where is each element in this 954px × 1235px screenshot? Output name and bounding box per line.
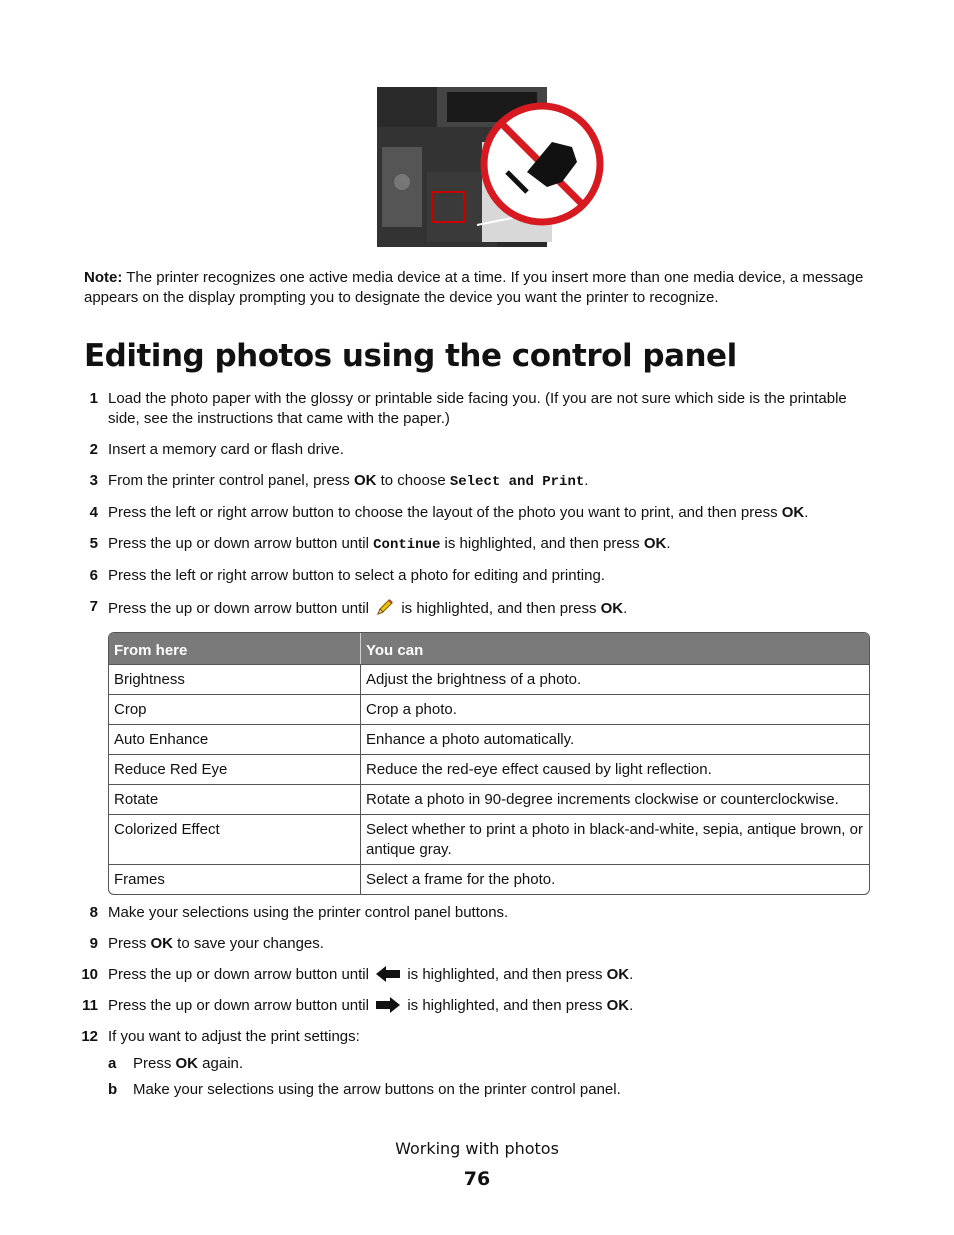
step-number: 12 (81, 1028, 98, 1045)
table-cell: Rotate a photo in 90-degree increments clockwise or counterclockwise. (360, 784, 869, 814)
table-cell: Crop (109, 694, 360, 724)
ok-label: OK (175, 1055, 199, 1072)
ok-label: OK (781, 504, 805, 521)
menu-option-select-and-print: Select and Print (449, 474, 585, 490)
table-cell: Adjust the brightness of a photo. (360, 664, 869, 694)
step-number: 4 (89, 504, 98, 521)
step-text-pre: Press the up or down arrow button until (108, 600, 374, 617)
back-arrow-icon (375, 965, 401, 989)
step-text-post: . (804, 504, 809, 521)
step-text-post: . (584, 472, 589, 489)
step-number: 1 (89, 390, 98, 407)
table-header-row (109, 633, 869, 664)
step-text-post: . (666, 535, 671, 552)
pencil-edit-icon (375, 597, 395, 623)
step-text-mid: is highlighted, and then press (397, 600, 601, 617)
table-cell: Colorized Effect (109, 814, 360, 864)
step-text-pre: Press (108, 935, 151, 952)
step-number: 9 (89, 935, 98, 952)
step-text: Load the photo paper with the glossy or printable side facing you. (If you are not sure which side is the printable side, see the instructions that came with the paper.) (108, 390, 847, 427)
step-text-mid: to choose (376, 472, 450, 489)
step-text-mid: is highlighted, and then press (440, 535, 644, 552)
ok-label: OK (606, 966, 630, 983)
table-row (109, 864, 869, 894)
table-row (109, 784, 869, 814)
substep-text (133, 1054, 243, 1074)
step-text (108, 934, 878, 954)
step-text: Make your selections using the printer control panel buttons. (108, 904, 509, 921)
table-cell: Brightness (109, 664, 360, 694)
ok-label: OK (600, 600, 624, 617)
step-text-post: . (629, 966, 634, 983)
step-number: 3 (89, 472, 98, 489)
table-cell: Rotate (109, 784, 360, 814)
note-label: Note: (84, 269, 123, 286)
note-paragraph (84, 268, 884, 308)
table-cell: Reduce Red Eye (109, 754, 360, 784)
step-number: 6 (89, 567, 98, 584)
table-header: You can (360, 633, 869, 664)
step-text (108, 471, 878, 492)
table-cell: Select whether to print a photo in black-and-white, sepia, antique brown, or antique gray. (360, 814, 869, 864)
step-text: Insert a memory card or flash drive. (108, 441, 344, 458)
step-text-pre: Press (133, 1055, 176, 1072)
step-text: If you want to adjust the print settings: (108, 1028, 360, 1045)
step-text (108, 534, 878, 555)
step-number: 5 (89, 535, 98, 552)
table-row (109, 664, 869, 694)
footer-section-title: Working with photos (395, 1139, 559, 1158)
table-cell: Frames (109, 864, 360, 894)
step-text-pre: Press the left or right arrow button to choose the layout of the photo you want to print, and then press (108, 504, 782, 521)
ok-label: OK (150, 935, 174, 952)
step-text-pre: From the printer control panel, press (108, 472, 354, 489)
table-row (109, 724, 869, 754)
table-cell: Crop a photo. (360, 694, 869, 724)
step-text-post: . (629, 997, 634, 1014)
step-text (108, 597, 878, 623)
step-text-mid: is highlighted, and then press (403, 966, 607, 983)
ok-label: OK (643, 535, 667, 552)
forward-arrow-icon (375, 996, 401, 1020)
step-text-pre: Press the up or down arrow button until (108, 966, 374, 983)
table-cell: Select a frame for the photo. (360, 864, 869, 894)
page-number: 76 (463, 1168, 491, 1190)
step-number: 8 (89, 904, 98, 921)
step-number: 7 (89, 598, 98, 615)
printer-no-touch-illustration (377, 87, 605, 247)
step-number: 10 (81, 966, 98, 983)
substep-letter: b (108, 1081, 118, 1098)
table-cell: Reduce the red-eye effect caused by light reflection. (360, 754, 869, 784)
step-text (108, 503, 878, 523)
substep-letter: a (108, 1055, 117, 1072)
edit-options-table (108, 632, 870, 895)
substep-text: Make your selections using the arrow buttons on the printer control panel. (133, 1081, 621, 1098)
step-text (108, 965, 878, 989)
table-cell: Auto Enhance (109, 724, 360, 754)
step-text-pre: Press the up or down arrow button until (108, 535, 374, 552)
step-text-post: again. (198, 1055, 244, 1072)
table-row (109, 694, 869, 724)
menu-option-continue: Continue (373, 537, 441, 553)
step-text (108, 996, 878, 1020)
step-text: Press the left or right arrow button to select a photo for editing and printing. (108, 567, 605, 584)
step-text-post: . (623, 600, 628, 617)
step-number: 2 (89, 441, 98, 458)
ok-label: OK (606, 997, 630, 1014)
step-text-mid: is highlighted, and then press (403, 997, 607, 1014)
table-header: From here (109, 633, 360, 664)
table-cell: Enhance a photo automatically. (360, 724, 869, 754)
note-text: The printer recognizes one active media device at a time. If you insert more than one media device, a message appears on the display prompting you to designate the device you want the printer to recognize. (84, 269, 864, 306)
table-row (109, 754, 869, 784)
ok-label: OK (353, 472, 377, 489)
step-text-post: to save your changes. (173, 935, 324, 952)
step-text-pre: Press the up or down arrow button until (108, 997, 374, 1014)
step-number: 11 (82, 997, 98, 1014)
table-row (109, 814, 869, 864)
section-heading: Editing photos using the control panel (84, 338, 737, 374)
